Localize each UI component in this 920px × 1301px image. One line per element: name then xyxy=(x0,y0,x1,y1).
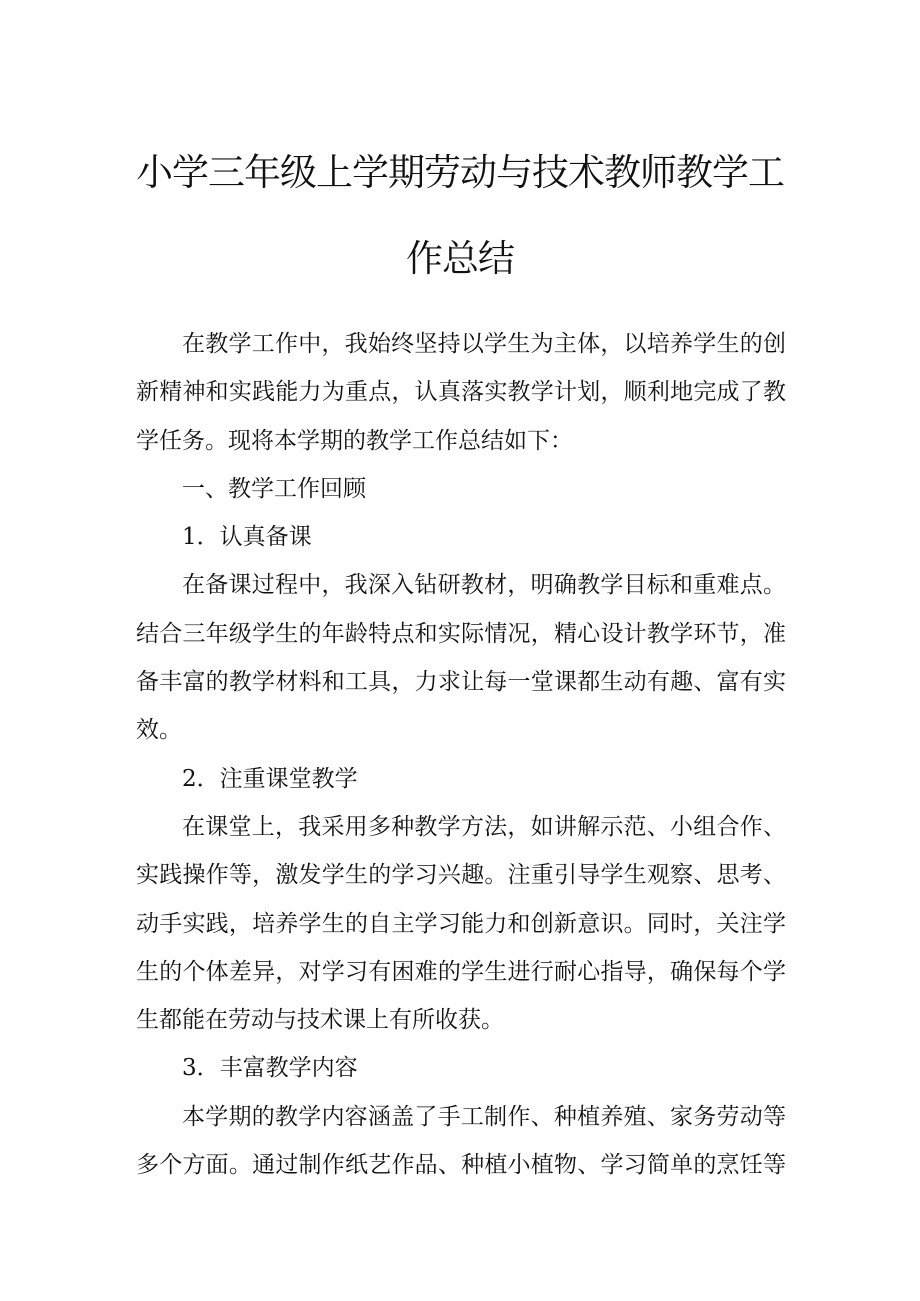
document-title-line-2: 作总结 xyxy=(406,237,514,280)
body-text-line: 1．认真备课 xyxy=(182,524,312,551)
body-text-line: 本学期的教学内容涵盖了手工制作、种植养殖、家务劳动等 xyxy=(182,1103,786,1130)
body-text-line: 3．丰富教学内容 xyxy=(182,1055,358,1082)
body-text-line: 生都能在劳动与技术课上有所收获。 xyxy=(136,1007,504,1034)
body-text-line: 2．注重课堂教学 xyxy=(182,765,358,792)
document-title-line-1: 小学三年级上学期劳动与技术教师教学工 xyxy=(136,151,784,194)
body-text-line: 新精神和实践能力为重点，认真落实教学计划，顺利地完成了教 xyxy=(136,379,786,406)
body-text-line: 生的个体差异，对学习有困难的学生进行耐心指导，确保每个学 xyxy=(136,958,786,985)
body-text-line: 备丰富的教学材料和工具，力求让每一堂课都生动有趣、富有实 xyxy=(136,669,786,696)
body-text-line: 在备课过程中，我深入钻研教材，明确教学目标和重难点。 xyxy=(182,572,786,599)
body-text-line: 效。 xyxy=(136,717,182,744)
body-text-line: 多个方面。通过制作纸艺作品、种植小植物、学习简单的烹饪等 xyxy=(136,1152,786,1179)
body-text-line: 实践操作等，激发学生的学习兴趣。注重引导学生观察、思考、 xyxy=(136,862,786,889)
body-text-line: 一、教学工作回顾 xyxy=(182,475,366,502)
body-text-line: 在课堂上，我采用多种教学方法，如讲解示范、小组合作、 xyxy=(182,813,786,840)
body-text-line: 在教学工作中，我始终坚持以学生为主体，以培养学生的创 xyxy=(182,331,786,357)
document-body xyxy=(136,320,786,1189)
body-text-line: 学任务。现将本学期的教学工作总结如下： xyxy=(136,427,573,454)
body-text-line: 结合三年级学生的年龄特点和实际情况，精心设计教学环节，准 xyxy=(136,620,786,647)
body-text-line: 动手实践，培养学生的自主学习能力和创新意识。同时，关注学 xyxy=(136,910,786,937)
